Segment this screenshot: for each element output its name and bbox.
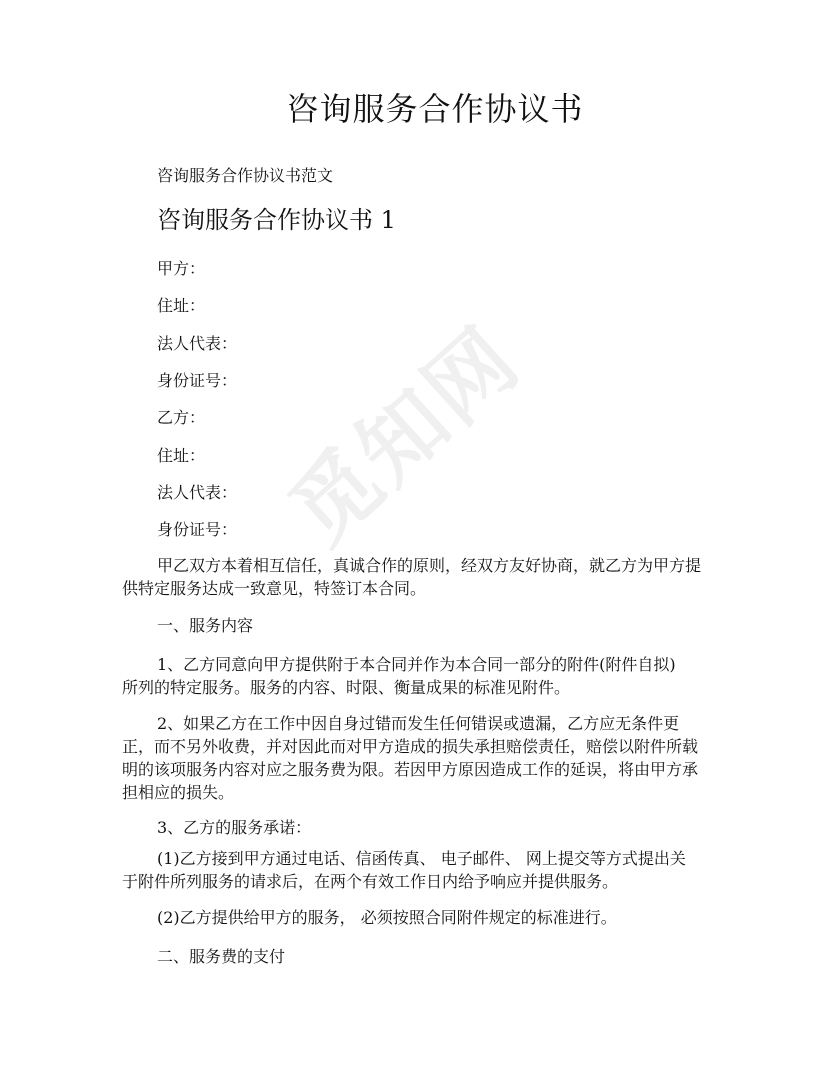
party-a-label: 甲方： — [157, 259, 206, 278]
clause-3-2: (2)乙方提供给甲方的服务， 必须按照合同附件规定的标准进行。 — [157, 908, 617, 927]
heading-service-fee: 二、服务费的支付 — [157, 947, 286, 966]
clause-1-line-1: 1、乙方同意向甲方提供附于本合同并作为本合同一部分的附件(附件自拟) — [157, 655, 676, 674]
clause-3-1-line-2: 于附件所列服务的请求后，在两个有效工作日内给予响应并提供服务。 — [122, 872, 619, 891]
clause-1 — [122, 653, 714, 699]
clause-2-line-1: 2、如果乙方在工作中因自身过错而发生任何错误或遗漏，乙方应无条件更 — [157, 714, 680, 733]
party-b-id-label: 身份证号： — [157, 520, 238, 539]
clause-2-line-4: 担相应的损失。 — [122, 783, 235, 802]
clause-2-line-2: 正，而不另外收费，并对因此而对甲方造成的损失承担赔偿责任，赔偿以附件所载 — [122, 737, 699, 756]
intro-line-2: 供特定服务达成一致意见，特签订本合同。 — [122, 579, 427, 598]
party-a-id-label: 身份证号： — [157, 371, 238, 390]
watermark: 觅知网 — [271, 308, 540, 564]
intro-paragraph — [122, 554, 714, 600]
party-b-address-label: 住址： — [157, 446, 206, 465]
party-a-address-label: 住址： — [157, 296, 206, 315]
section-title: 咨询服务合作协议书 1 — [157, 206, 396, 234]
clause-1-line-2: 所列的特定服务。服务的内容、时限、衡量成果的标准见附件。 — [122, 678, 571, 697]
document-subtitle: 咨询服务合作协议书范文 — [157, 166, 334, 185]
clause-3-1 — [122, 847, 714, 893]
intro-line-1: 甲乙双方本着相互信任，真诚合作的原则，经双方友好协商，就乙方为甲方提 — [157, 556, 702, 575]
party-b-legal-rep-label: 法人代表： — [157, 483, 238, 502]
party-a-legal-rep-label: 法人代表： — [157, 334, 238, 353]
clause-3-1-line-1: (1)乙方接到甲方通过电话、信函传真、 电子邮件、 网上提交等方式提出关 — [157, 849, 686, 868]
document-title: 咨询服务合作协议书 — [286, 90, 584, 128]
party-b-label: 乙方： — [157, 408, 206, 427]
heading-service-content: 一、服务内容 — [157, 616, 254, 635]
clause-2-line-3: 明的该项服务内容对应之服务费为限。若因甲方原因造成工作的延误，将由甲方承 — [122, 760, 699, 779]
clause-3-heading: 3、乙方的服务承诺： — [157, 818, 312, 837]
clause-2 — [122, 712, 714, 804]
